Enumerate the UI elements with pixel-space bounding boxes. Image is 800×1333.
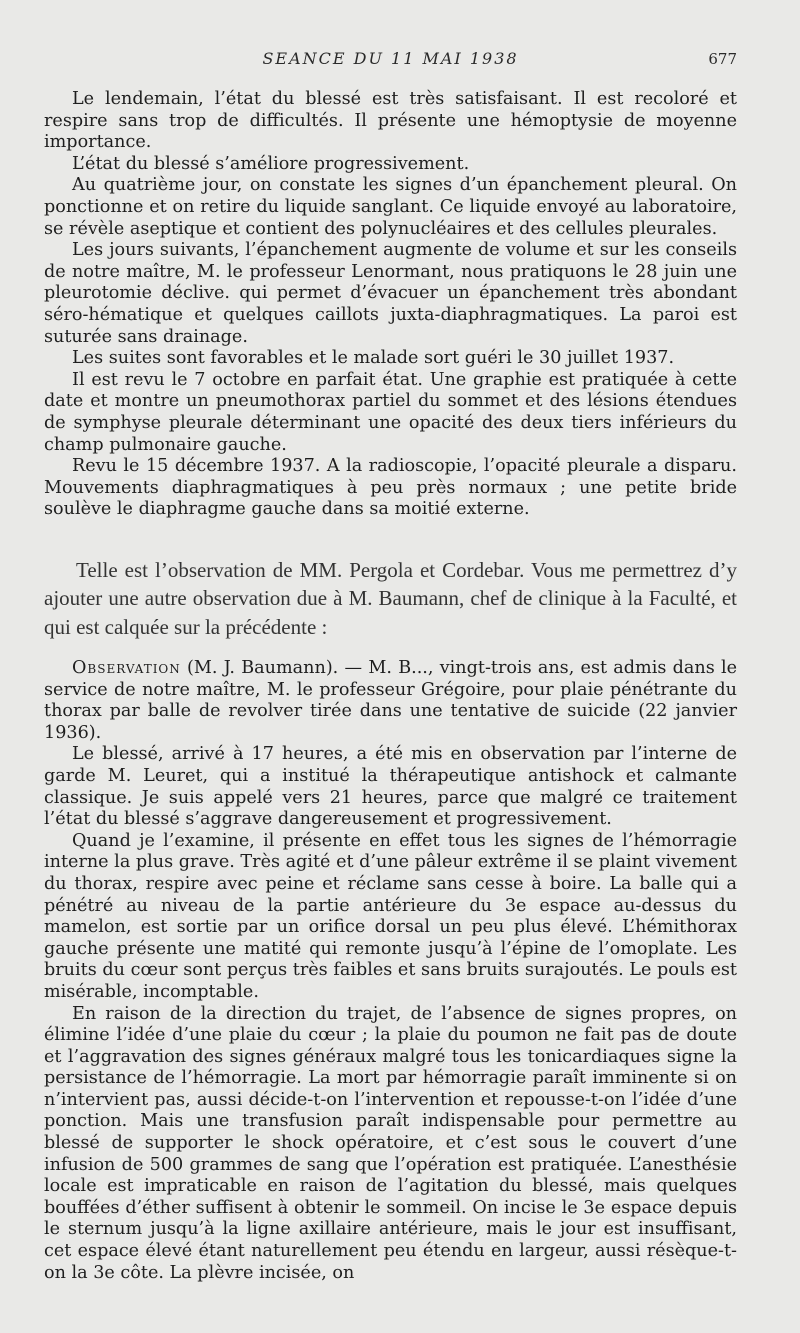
observation-intro-text: (M. J. Baumann). — M. B..., vingt-trois ans, est admis dans le service de notre maître, M. le professeur Grégoire, pour plaie pénétrante du thorax par balle de revolver tirée dans une tentative de suicide (22 janvier 1936). bbox=[44, 658, 737, 743]
paragraph: Il est revu le 7 octobre en parfait état. Une graphie est pratiquée à cette date et montre un pneumothorax partiel du sommet et des lésions étendues de symphyse pleurale déterminant une opacité des deux tiers inférieurs du champ pulmonaire gauche. bbox=[44, 369, 737, 455]
paragraph: L’état du blessé s’améliore progressivement. bbox=[72, 153, 470, 174]
paragraph: Les suites sont favorables et le malade sort guéri le 30 juillet 1937. bbox=[72, 348, 675, 369]
paragraph: Au quatrième jour, on constate les signes d’un épanchement pleural. On ponctionne et on retire du liquide sanglant. Ce liquide envoyé au laboratoire, se révèle aseptique et contient des polynucléaires et des cellules pleurales. bbox=[44, 175, 737, 239]
running-title: SEANCE DU 11 MAI 1938 bbox=[262, 49, 519, 68]
paragraph: En raison de la direction du trajet, de l’absence de signes propres, on élimine l’idée d’une plaie du cœur ; la plaie du poumon ne fait pas de doute et l’aggravation des signes généraux malgré tous les tonicardiaques signe la persistance de l’hémorragie. La mort par hémorragie paraît imminente si on n’intervient pas, aussi décide-t-on l’intervention et repousse-t-on l’idée d’une ponction. Mais une transfusion paraît indispensable pour permettre au blessé de supporter le shock opératoire, et c’est sous le couvert d’une infusion de 500 grammes de sang que l’opération est pratiquée. L’anesthésie locale est impraticable en raison de l’agitation du blessé, mais quelques bouffées d’éther suffisent à obtenir le sommeil. On incise le 3e espace depuis le sternum jusqu’à la ligne axillaire antérieure, mais le jour est insuffisant, cet espace élevé étant naturellement peu étendu en largeur, aussi résèque-t-on la 3e côte. La plèvre incisée, on bbox=[44, 1003, 737, 1283]
paragraph: Le lendemain, l’état du blessé est très satisfaisant. Il est recoloré et respire sans trop de difficultés. Il présente une hémoptysie de moyenne importance. bbox=[44, 89, 737, 153]
paragraph: Quand je l’examine, il présente en effet tous les signes de l’hémorragie interne la plus grave. Très agité et d’une pâleur extrême il se plaint vivement du thorax, respire avec peine et réclame sans cesse à boire. La balle qui a pénétré au niveau de la partie antérieure du 3e espace au-dessus du mamelon, est sortie par un orifice dorsal un peu plus élevé. L’hémithorax gauche présente une matité qui remonte jusqu’à l’épine de l’omoplate. Les bruits du cœur sont perçus très faibles et sans bruits surajoutés. Le pouls est misérable, incomptable. bbox=[44, 830, 737, 1002]
page-number: 677 bbox=[708, 50, 737, 68]
commentary-paragraph: Telle est l’observation de MM. Pergola et Cordebar. Vous me permettrez d’y ajouter une autre observation due à M. Baumann, chef de clinique à la Faculté, et qui est calquée sur la précédente : bbox=[44, 558, 737, 639]
observation-label: Observation bbox=[72, 658, 181, 678]
paragraph: Revu le 15 décembre 1937. A la radioscopie, l’opacité pleurale a disparu. Mouvements diaphragmatiques à peu près normaux ; une petite bride soulève le diaphragme gauche dans sa moitié externe. bbox=[44, 456, 737, 520]
observation-text bbox=[44, 658, 737, 1284]
paragraph: Les jours suivants, l’épanchement augmente de volume et sur les conseils de notre maître, M. le professeur Lenormant, nous pratiquons le 28 juin une pleurotomie déclive. qui permet d’évacuer un épanchement très abondant séro-hématique et quelques caillots juxta-diaphragmatiques. La paroi est suturée sans drainage. bbox=[44, 240, 737, 347]
case-continuation-text bbox=[44, 89, 737, 521]
rapporteur-commentary bbox=[44, 556, 737, 641]
paragraph: Le blessé, arrivé à 17 heures, a été mis en observation par l’interne de garde M. Leuret, qui a institué la thérapeutique antishock et calmante classique. Je suis appelé vers 21 heures, parce que malgré ce traitement l’état du blessé s’aggrave dangereusement et progressivement. bbox=[44, 744, 737, 830]
observation-intro bbox=[44, 658, 737, 744]
page-header bbox=[44, 47, 737, 71]
